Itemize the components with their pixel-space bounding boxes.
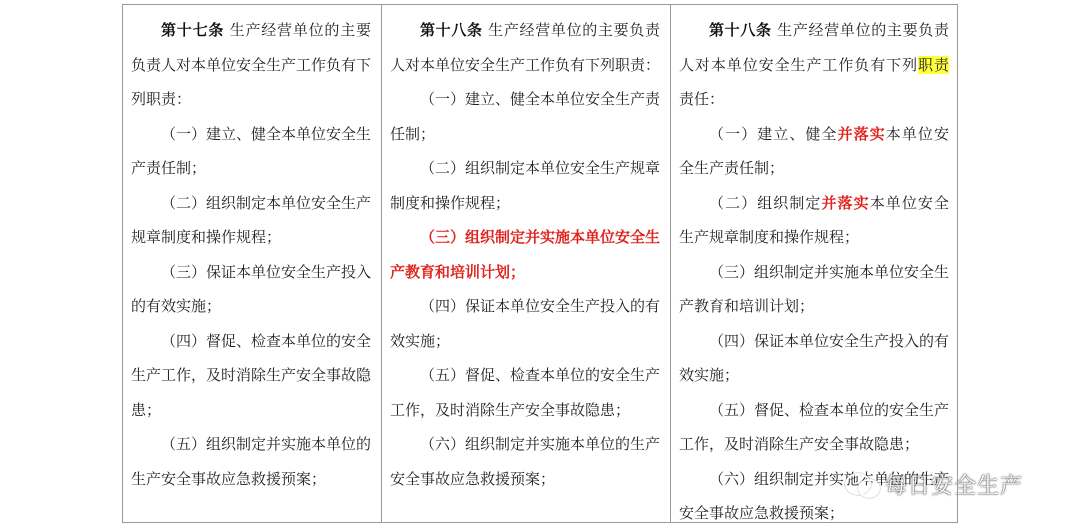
column-article-17-old: [123, 5, 381, 522]
article-number: 第十七条: [161, 21, 225, 39]
list-item: （二）组织制定本单位安全生产规章制度和操作规程；: [390, 159, 661, 212]
list-item-added: （三）组织制定并实施本单位安全生产教育和培训计划；: [390, 228, 661, 281]
watermark-text: 每日安全生产: [885, 473, 1024, 499]
list-item: （二）组织制定并落实本单位安全生产规章制度和操作规程；: [679, 193, 949, 246]
article-number: 第十八条: [420, 21, 483, 39]
added-text: 并落实: [837, 124, 886, 143]
list-item: （一）建立、健全并落实本单位安全生产责任制；: [679, 124, 949, 177]
added-text: 并落实: [821, 193, 870, 212]
list-item: （五）组织制定并实施本单位的生产安全事故应急救援预案；: [131, 435, 372, 488]
list-item: （四）保证本单位安全生产投入的有效实施；: [390, 297, 661, 350]
list-item: （三）组织制定并实施本单位安全生产教育和培训计划；: [679, 262, 950, 315]
comparison-table: [122, 4, 958, 523]
highlighted-text: 职责: [918, 55, 949, 74]
column-article-18-new: [381, 5, 670, 522]
article-number: 第十八条: [709, 21, 772, 39]
list-item: （三）保证本单位安全生产投入的有效实施；: [131, 262, 372, 315]
list-item: （一）建立、健全本单位安全生产责任制；: [390, 90, 661, 143]
column-article-18-revised: [670, 5, 957, 522]
list-item: （六）组织制定并实施本单位的生产安全事故应急救援预案；: [679, 469, 950, 522]
list-item: （一）建立、健全本单位安全生产责任制；: [131, 124, 372, 177]
article-lead: 第十七条 生产经营单位的主要负责人对本单位安全生产工作负有下列职责：: [131, 21, 372, 108]
list-item: （四）督促、检查本单位的安全生产工作，及时消除生产安全事故隐患；: [131, 331, 372, 419]
article-lead: 第十八条 生产经营单位的主要负责人对本单位安全生产工作负有下列职责：: [390, 21, 661, 74]
list-item: （二）组织制定本单位安全生产规章制度和操作规程；: [131, 193, 372, 246]
watermark: [845, 466, 1055, 502]
list-item: （五）督促、检查本单位的安全生产工作，及时消除生产安全事故隐患；: [390, 366, 661, 419]
article-lead: 第十八条 生产经营单位的主要负责人对本单位安全生产工作负有下列职责责任：: [679, 21, 949, 108]
list-item: （四）保证本单位安全生产投入的有效实施；: [679, 331, 950, 384]
list-item: （五）督促、检查本单位的安全生产工作，及时消除生产安全事故隐患；: [679, 400, 950, 453]
list-item: （六）组织制定并实施本单位的生产安全事故应急救援预案；: [390, 435, 661, 488]
wechat-icon: [845, 471, 879, 497]
